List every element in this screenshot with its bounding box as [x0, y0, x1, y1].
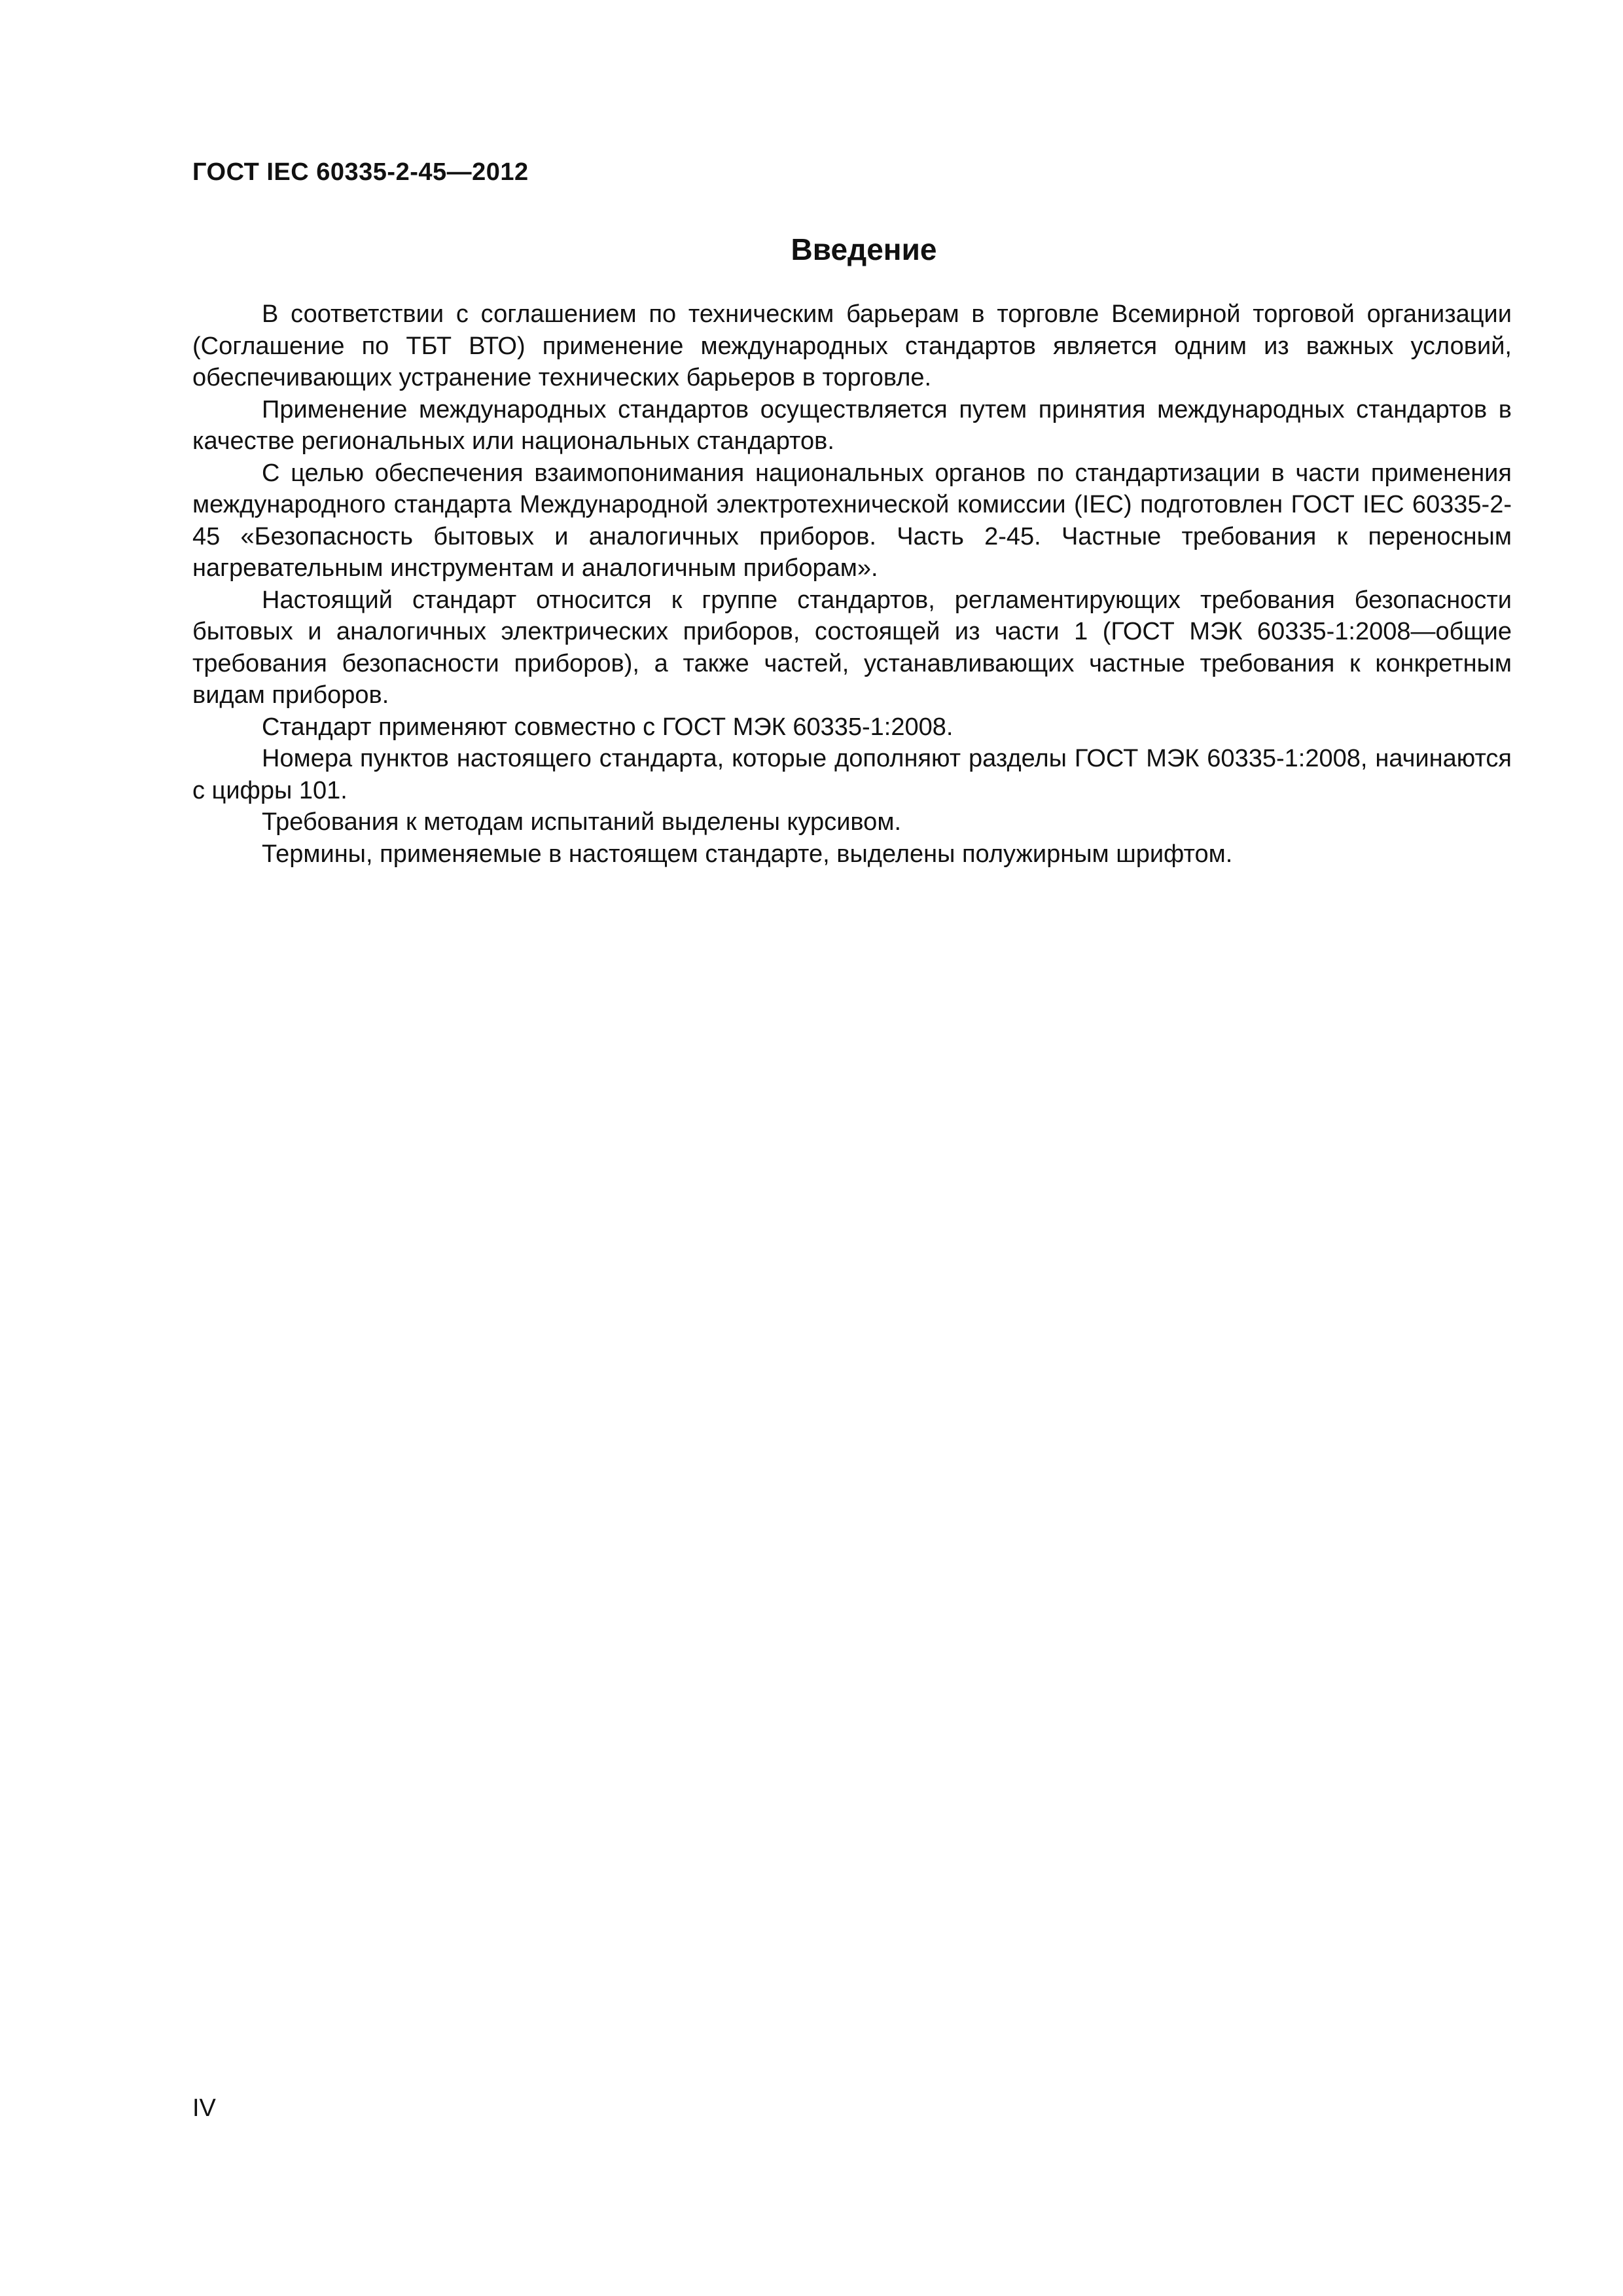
- document-code-header: ГОСТ IEC 60335-2-45—2012: [192, 158, 529, 186]
- paragraph: Настоящий стандарт относится к группе стандартов, регламентирующих требования безопасности бытовых и аналогичных электрических приборов, состоящей из части 1 (ГОСТ МЭК 60335-1:2008—общие требования безопасности приборов), а также частей, устанавливающих частные требования к конкретным видам приборов.: [192, 586, 1512, 709]
- paragraph: Применение международных стандартов осуществляется путем принятия международных стандартов в качестве региональных или национальных стандартов.: [192, 395, 1512, 455]
- introduction-body: [192, 298, 1512, 870]
- page-number: IV: [192, 2094, 216, 2122]
- paragraph: В соответствии с соглашением по техническим барьерам в торговле Всемирной торговой организации (Соглашение по ТБТ ВТО) применение международных стандартов является одним из важных условий, обеспечивающих устранение технических барьеров в торговле.: [192, 300, 1512, 391]
- paragraph: Стандарт применяют совместно с ГОСТ МЭК 60335-1:2008.: [262, 713, 954, 741]
- paragraph: С целью обеспечения взаимопонимания национальных органов по стандартизации в части применения международного стандарта Международной электротехнической комиссии (IEC) подготовлен ГОСТ IEC 60335-2-45 «Безопасность бытовых и аналогичных приборов. Часть 2-45. Частные требования к переносным нагревательным инструментам и аналогичным приборам».: [192, 459, 1512, 582]
- paragraph: Термины, применяемые в настоящем стандарте, выделены полужирным шрифтом.: [262, 840, 1233, 868]
- paragraph: Требования к методам испытаний выделены курсивом.: [262, 808, 901, 836]
- section-title: Введение: [791, 232, 937, 266]
- paragraph: Номера пунктов настоящего стандарта, которые дополняют разделы ГОСТ МЭК 60335-1:2008, начинаются с цифры 101.: [192, 745, 1512, 804]
